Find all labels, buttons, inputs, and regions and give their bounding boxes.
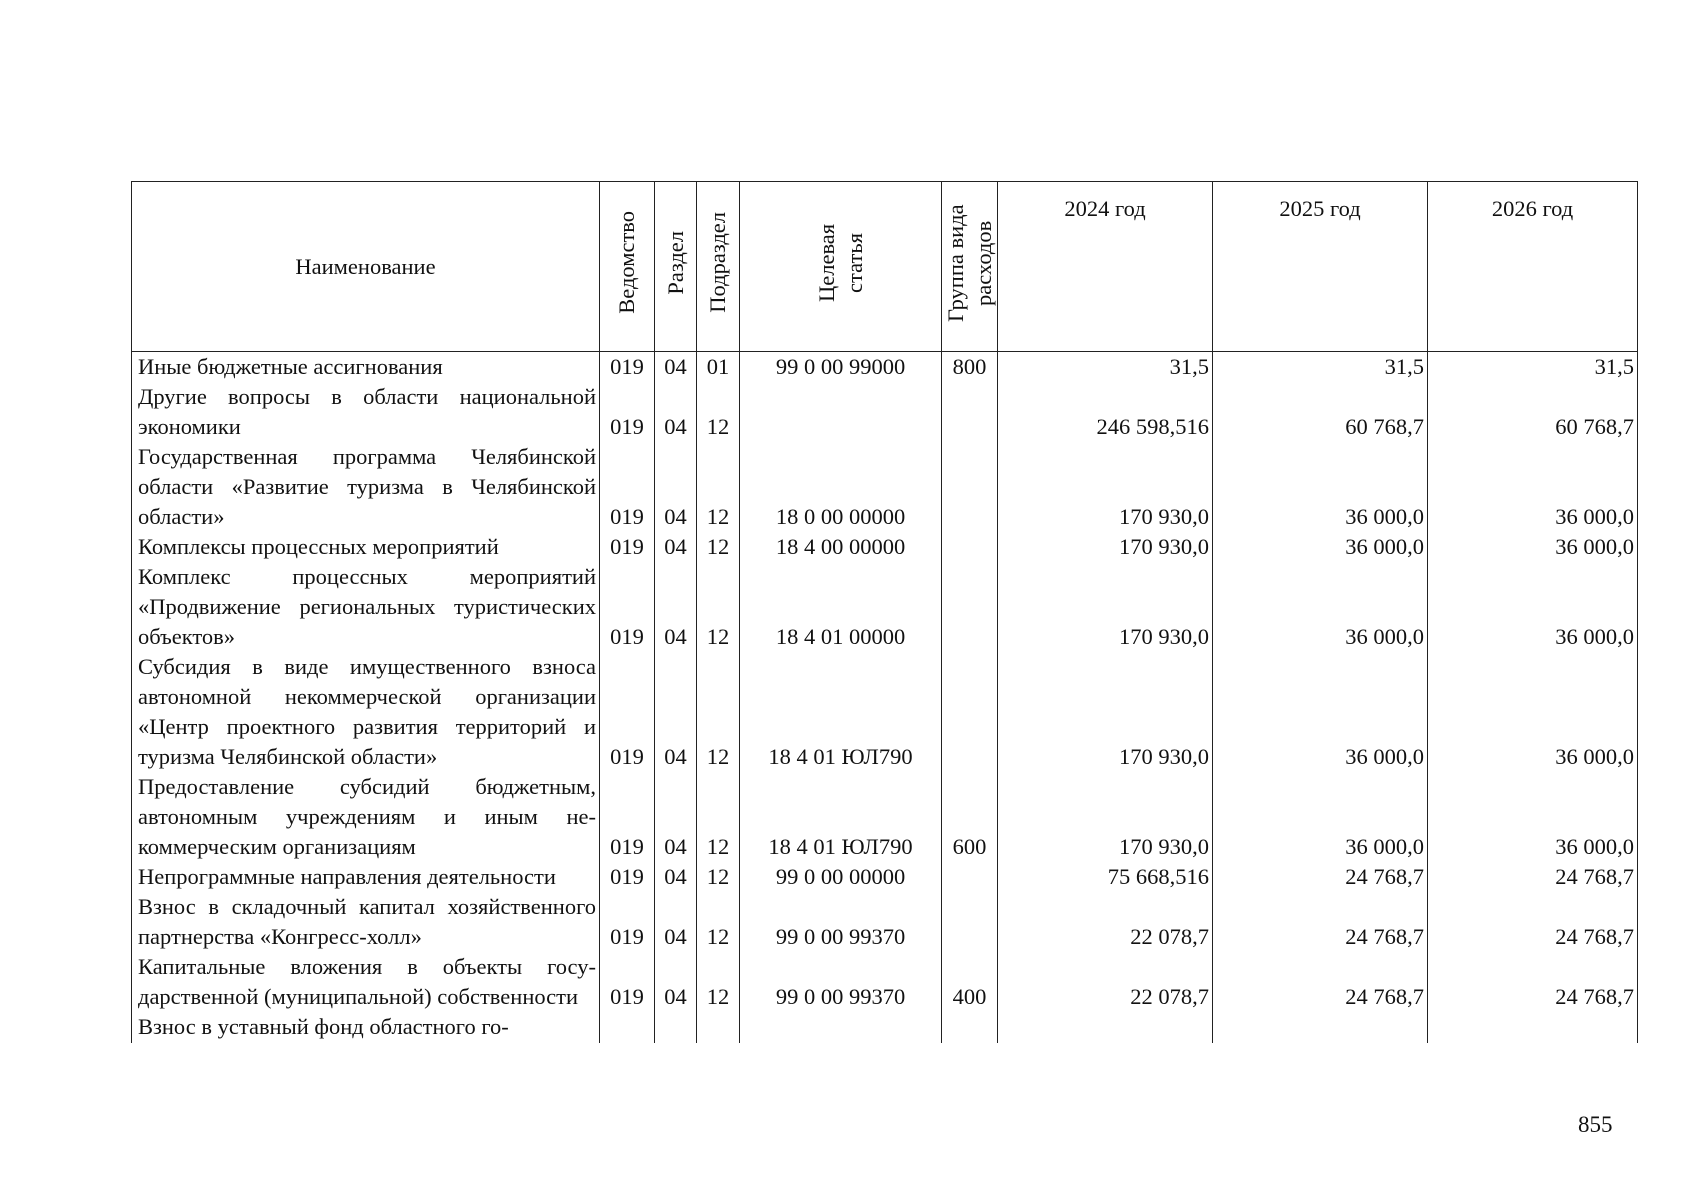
cell-department: 019 [600,862,655,892]
cell-department: 019 [600,892,655,952]
cell-target-article: 18 0 00 00000 [740,442,942,532]
cell-department: 019 [600,382,655,442]
cell-subsection: 12 [697,652,740,772]
cell-name: Государственная программа Челябинской области «Развитие туризма в Челябинской области» [132,442,600,532]
cell-department [600,1012,655,1043]
cell-section [655,1012,697,1043]
budget-table [131,181,1638,1043]
cell-subsection: 01 [697,352,740,383]
table-body [132,352,1638,1044]
cell-2024 [998,1012,1213,1043]
header-expense-group: Группа вида расходов [942,182,998,352]
cell-name: Непрограммные направления деятельности [132,862,600,892]
cell-section: 04 [655,382,697,442]
cell-2025: 36 000,0 [1213,442,1428,532]
cell-target-article: 18 4 01 ЮЛ790 [740,652,942,772]
cell-section: 04 [655,442,697,532]
table-row [132,652,1638,772]
table-row [132,382,1638,442]
cell-expense-group [942,382,998,442]
cell-expense-group [942,652,998,772]
cell-2024: 170 930,0 [998,442,1213,532]
cell-2024: 170 930,0 [998,652,1213,772]
table-row [132,892,1638,952]
cell-2026: 36 000,0 [1428,562,1638,652]
cell-department: 019 [600,652,655,772]
cell-2024: 31,5 [998,352,1213,383]
cell-department: 019 [600,562,655,652]
cell-2024: 170 930,0 [998,562,1213,652]
cell-subsection: 12 [697,442,740,532]
cell-department: 019 [600,772,655,862]
cell-subsection: 12 [697,862,740,892]
header-year-2026: 2026 год [1428,182,1638,352]
cell-subsection: 12 [697,772,740,862]
cell-target-article: 18 4 00 00000 [740,532,942,562]
cell-target-article: 99 0 00 99000 [740,352,942,383]
cell-2026: 24 768,7 [1428,892,1638,952]
cell-name: Другие вопросы в области национальной экономики [132,382,600,442]
cell-2025: 31,5 [1213,352,1428,383]
cell-2026: 36 000,0 [1428,652,1638,772]
cell-section: 04 [655,952,697,1012]
cell-2026: 24 768,7 [1428,952,1638,1012]
cell-name: Комплексы процессных мероприятий [132,532,600,562]
table-header-row [132,182,1638,352]
cell-subsection: 12 [697,532,740,562]
cell-2024: 246 598,516 [998,382,1213,442]
header-department: Ведомство [600,182,655,352]
cell-section: 04 [655,532,697,562]
header-name: Наименование [132,182,600,352]
table-row [132,772,1638,862]
cell-name: Субсидия в виде имущественного взноса автономной некоммерческой организации «Центр проектного развития территорий и туризма Челябинской области» [132,652,600,772]
cell-name: Взнос в складочный капитал хозяйственного партнерства «Конгресс-холл» [132,892,600,952]
cell-section: 04 [655,772,697,862]
cell-expense-group [942,532,998,562]
cell-department: 019 [600,352,655,383]
cell-name: Капитальные вложения в объекты государственной (муниципальной) собственности [132,952,600,1012]
cell-2025: 60 768,7 [1213,382,1428,442]
cell-target-article: 99 0 00 99370 [740,952,942,1012]
cell-expense-group [942,862,998,892]
table-row [132,562,1638,652]
cell-2025 [1213,1012,1428,1043]
cell-target-article [740,382,942,442]
cell-2025: 36 000,0 [1213,772,1428,862]
cell-name: Иные бюджетные ассигнования [132,352,600,383]
cell-section: 04 [655,562,697,652]
cell-2025: 36 000,0 [1213,532,1428,562]
cell-department: 019 [600,952,655,1012]
cell-expense-group: 800 [942,352,998,383]
cell-2026: 36 000,0 [1428,532,1638,562]
cell-2025: 36 000,0 [1213,562,1428,652]
cell-2026: 60 768,7 [1428,382,1638,442]
cell-2025: 24 768,7 [1213,862,1428,892]
cell-expense-group [942,562,998,652]
cell-2024: 75 668,516 [998,862,1213,892]
cell-section: 04 [655,892,697,952]
table-row [132,952,1638,1012]
cell-department: 019 [600,442,655,532]
table-row [132,1012,1638,1043]
cell-2026: 24 768,7 [1428,862,1638,892]
cell-name: Взнос в уставный фонд областного го- [132,1012,600,1043]
cell-expense-group [942,892,998,952]
cell-target-article: 18 4 01 ЮЛ790 [740,772,942,862]
table-row [132,442,1638,532]
cell-2026: 36 000,0 [1428,442,1638,532]
header-year-2025: 2025 год [1213,182,1428,352]
cell-2025: 36 000,0 [1213,652,1428,772]
cell-2026: 31,5 [1428,352,1638,383]
header-section: Раздел [655,182,697,352]
cell-2024: 170 930,0 [998,772,1213,862]
table-row [132,532,1638,562]
cell-target-article: 99 0 00 99370 [740,892,942,952]
cell-2025: 24 768,7 [1213,952,1428,1012]
cell-subsection [697,1012,740,1043]
cell-expense-group [942,442,998,532]
cell-subsection: 12 [697,892,740,952]
table-row [132,862,1638,892]
cell-subsection: 12 [697,562,740,652]
cell-name: Комплекс процессных мероприятий «Продвижение региональных туристических объектов» [132,562,600,652]
header-target-article: Целевая статья [740,182,942,352]
cell-subsection: 12 [697,952,740,1012]
cell-2026: 36 000,0 [1428,772,1638,862]
cell-expense-group: 400 [942,952,998,1012]
cell-section: 04 [655,862,697,892]
cell-target-article: 18 4 01 00000 [740,562,942,652]
header-subsection: Подраздел [697,182,740,352]
table-row [132,352,1638,383]
cell-2024: 22 078,7 [998,952,1213,1012]
cell-target-article: 99 0 00 00000 [740,862,942,892]
cell-department: 019 [600,532,655,562]
cell-2024: 170 930,0 [998,532,1213,562]
cell-2024: 22 078,7 [998,892,1213,952]
page-number: 855 [1578,1112,1613,1137]
cell-2025: 24 768,7 [1213,892,1428,952]
cell-subsection: 12 [697,382,740,442]
cell-name: Предоставление субсидий бюджетным, автономным учреждениям и иным некоммерческим организациям [132,772,600,862]
cell-section: 04 [655,652,697,772]
cell-expense-group: 600 [942,772,998,862]
cell-target-article [740,1012,942,1043]
cell-expense-group [942,1012,998,1043]
header-year-2024: 2024 год [998,182,1213,352]
cell-2026 [1428,1012,1638,1043]
cell-section: 04 [655,352,697,383]
